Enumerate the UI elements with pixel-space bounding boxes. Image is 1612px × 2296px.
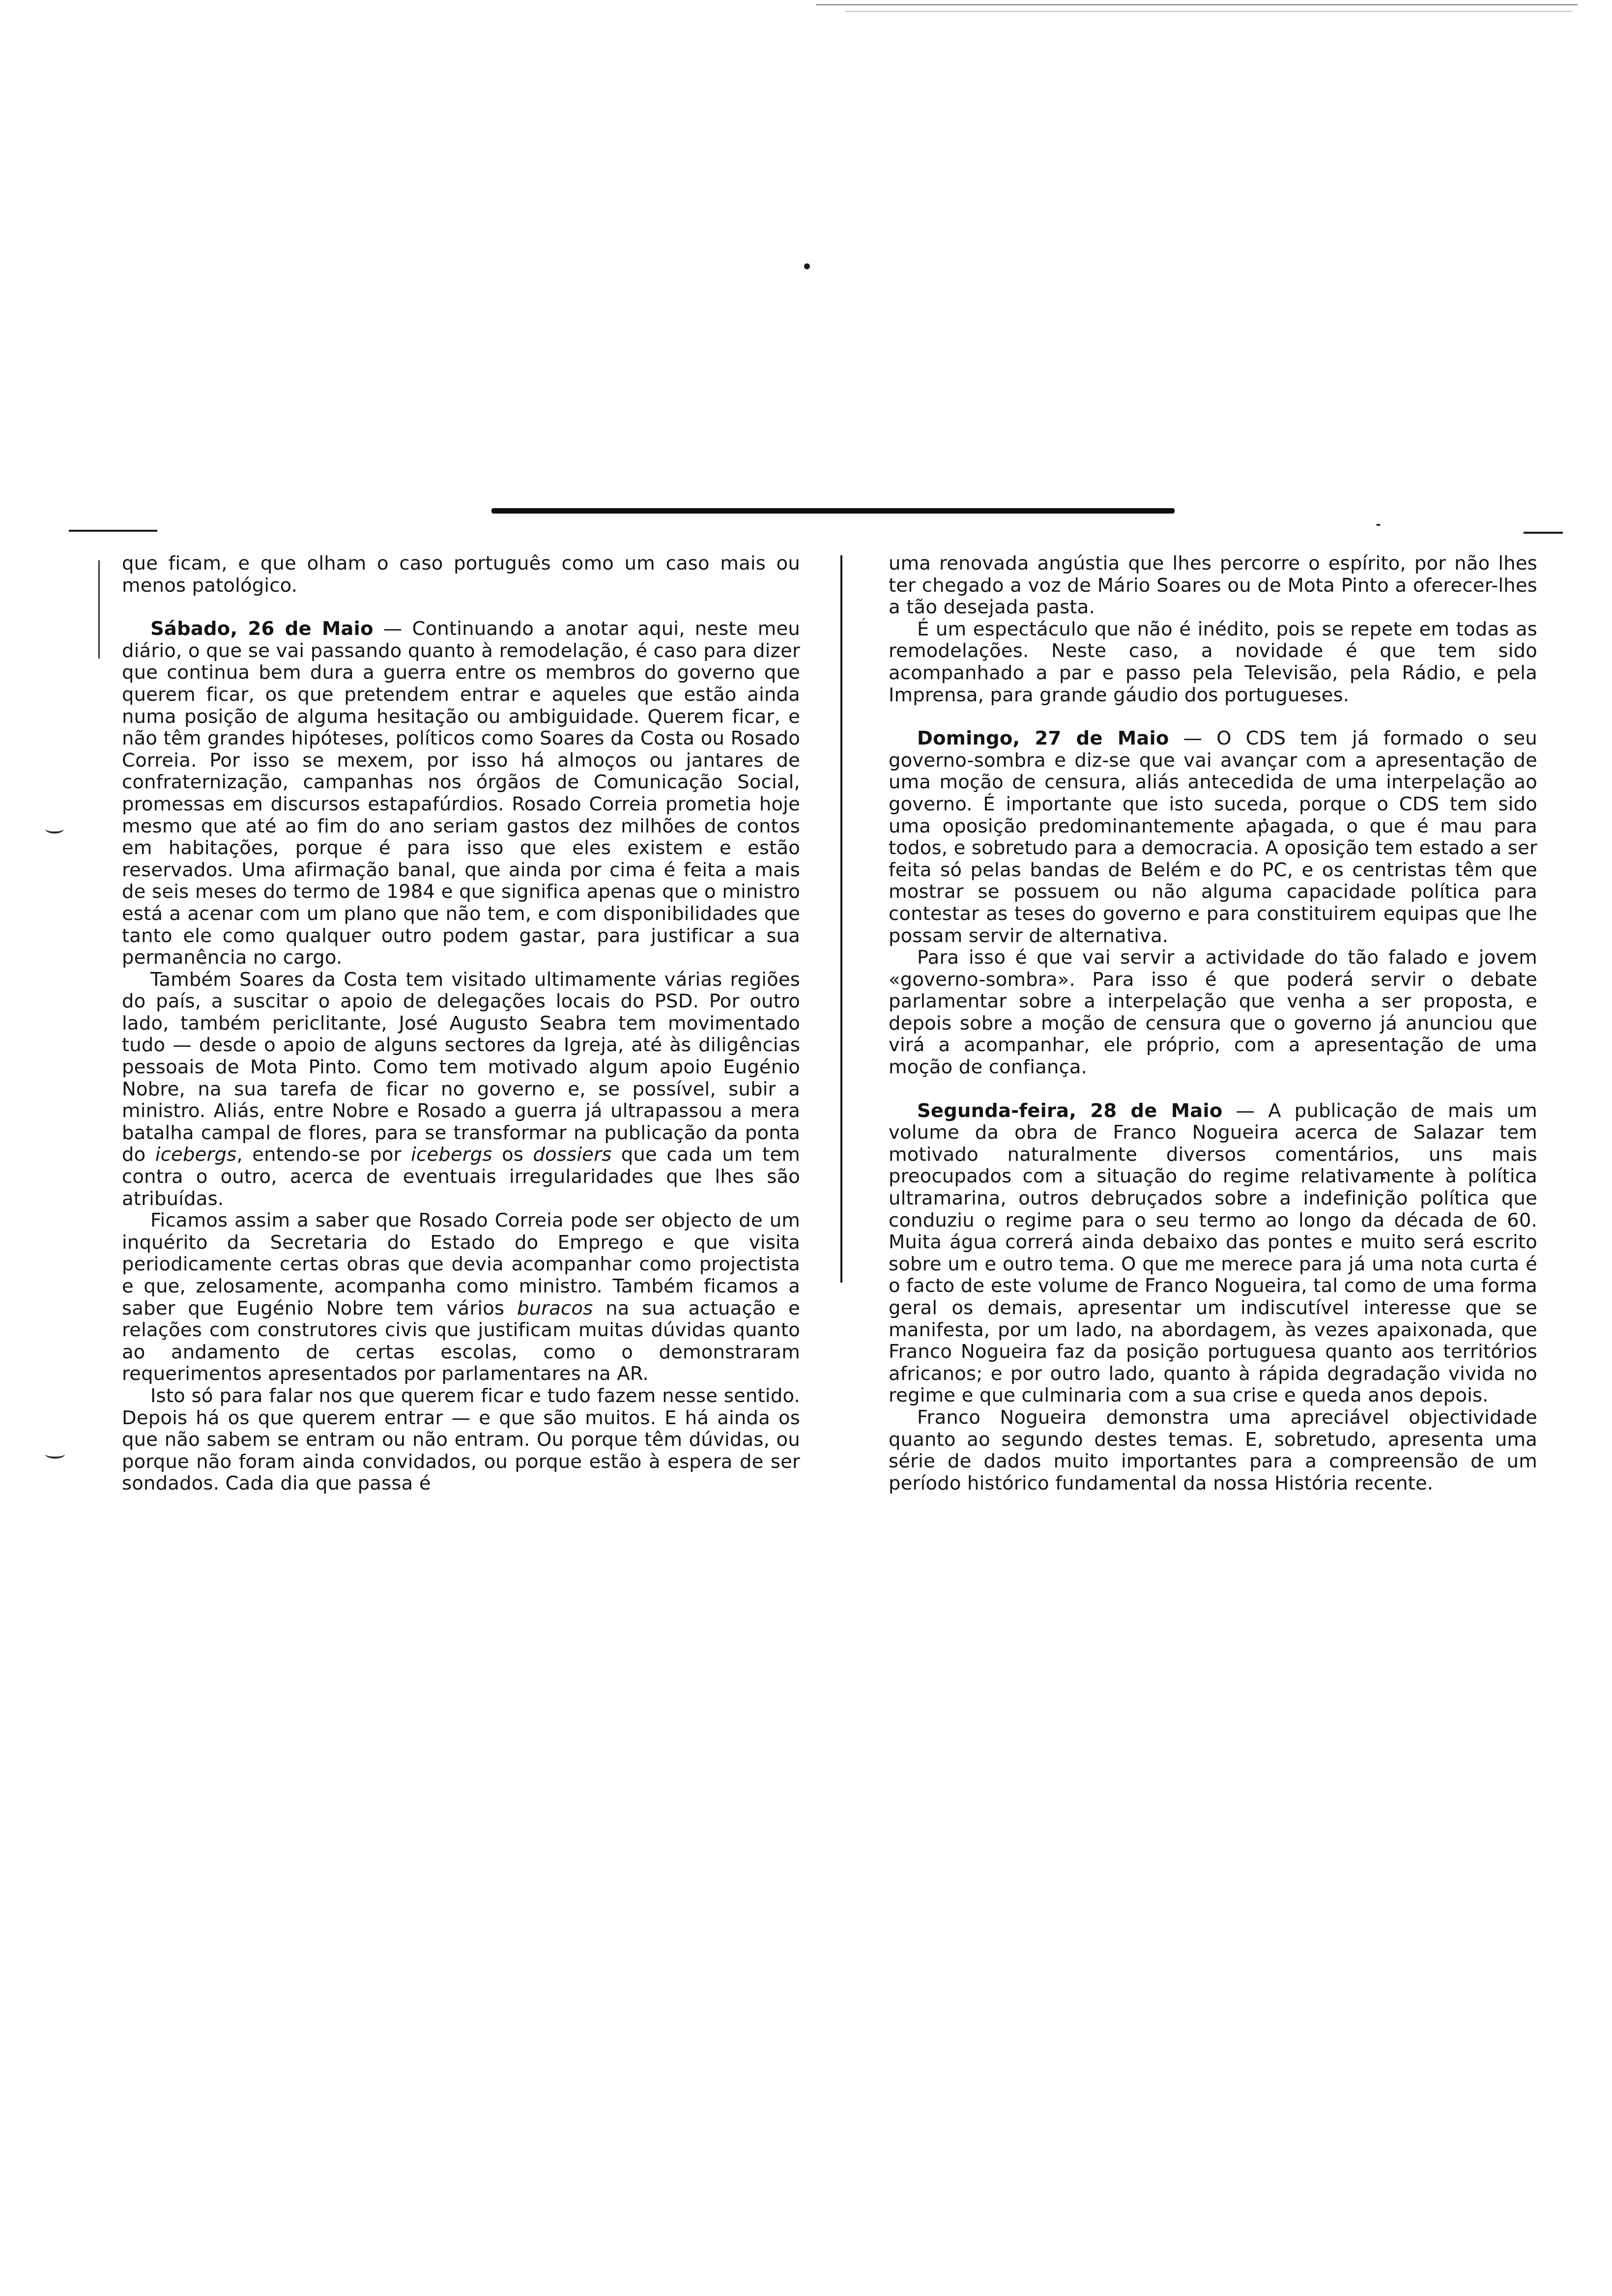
entry-sabado-26 (122, 618, 800, 969)
text-run: que cada um tem contra o outro, acerca de eventuais irregularidades que lhes são atribuídas. (122, 1144, 800, 1210)
entry-text: — O CDS tem já formado o seu governo-sombra e diz-se que vai avançar com a apresentação de uma moção de censura, aliás antecedida de uma interpelação ao governo. É importante que isto suceda, porque o CDS tem sido uma oposição predominantemente apagada, o que é mau para todos, e sobretudo para a democracia. A oposição tem estado a ser feita só pelas bandas de Belém e do PC, e os centristas têm que mostrar se possuem ou não alguma capacidade política para contestar as teses do governo e para constituirem equipas que lhe possam servir de alternativa. (889, 727, 1537, 947)
italic-term: icebergs (155, 1144, 237, 1166)
entry-text: — A publicação de mais um volume da obra de Franco Nogueira acerca de Salazar tem motivado naturalmente diversos comentários, uns mais preocupados com a situação do regime relativamente à política ultramarina, outros debruçados sobre a indefinição política que conduziu o regime para o seu termo ao longo da década de 60. Muita água correrá ainda debaixo das pontes e muito será escrito sobre um e outro tema. O que me merece para já uma nota curta é o facto de este volume de Franco Nogueira, tal como de uma forma geral os demais, apresentar um indiscutível interesse que se manifesta, por um lado, na abordagem, às vezes apaixonada, que Franco Nogueira faz da posição portuguesa quanto aos territórios africanos; e por outro lado, quanto à rápida degradação vivida no regime e que culminaria com a sua crise e queda anos depois. (889, 1099, 1537, 1407)
entry-date: Sábado, 26 de Maio (150, 618, 374, 640)
ink-speck (804, 263, 810, 269)
italic-term: icebergs (411, 1144, 492, 1166)
text-run: os (492, 1144, 533, 1166)
text-run: , entendo-se por (236, 1144, 411, 1166)
header-rule-right (1524, 532, 1563, 534)
paragraph: Isto só para falar nos que querem ficar e tudo fazem nesse sentido. Depois há os que querem entrar — e que são muitos. E há ainda os que não sabem se entram ou não entram. Ou porque têm dúvidas, ou porque não foram ainda convidados, ou porque estão à espera de ser sondados. Cada dia que passa é (122, 1384, 800, 1495)
paragraph: É um espectáculo que não é inédito, pois se repete em todas as remodelações. Neste caso, a novidade é que tem sido acompanhado a par e passo pela Televisão, pela Rádio, e pela Imprensa, para grande gáudio dos portugueses. (889, 618, 1537, 706)
paragraph: Para isso é que vai servir a actividade do tão falado e jovem «governo-sombra». Para isso é que poderá servir o debate parlamentar sobre a interpelação que venha a ser proposta, e depois sobre a moção de censura que o governo já anunciou que virá a acompanhar, ele próprio, com a apresentação de uma moção de confiança. (889, 947, 1537, 1079)
scan-edge-line (816, 4, 1578, 5)
margin-mark (45, 1450, 65, 1459)
text-run: na sua actuação e relações com construtores civis que justificam muitas dúvidas quanto ao andamento de certas escolas, como o demonstraram requerimentos apresentados por parlamentares na AR. (122, 1297, 801, 1385)
left-column (122, 553, 800, 1495)
entry-text: — Continuando a anotar aqui, neste meu diário, o que se vai passando quanto à remodelação, é caso para dizer que continua bem dura a guerra entre os membros do governo que querem ficar, os que pretendem entrar e aqueles que estão ainda numa posição de alguma hesitação ou ambiguidade. Querem ficar, e não têm grandes hipóteses, políticos como Soares da Costa ou Rosado Correia. Por isso se mexem, por isso há almoços ou jantares de confraternização, campanhas nos órgãos de Comunicação Social, promessas em discursos estapafúrdios. Rosado Correia prometia hoje mesmo que até ao fim do ano seriam gastos dez milhões de contos em habitações, porque é para isso que eles existem e estão reservados. Uma afirmação banal, que ainda por cima é feita a mais de seis meses do termo de 1984 e que significa apenas que o ministro está a acenar com um plano que não tem, e com disponibilidades que tanto ele como qualquer outro podem gastar, para justificar a sua permanência no cargo. (122, 618, 800, 969)
continued-paragraph: que ficam, e que olham o caso português como um caso mais ou menos patológico. (122, 552, 800, 597)
italic-term: buracos (517, 1297, 593, 1320)
text-run: Também Soares da Costa tem visitado ultimamente várias regiões do país, a suscitar o apoio de delegações locais do PSD. Por outro lado, também periclitante, José Augusto Seabra tem movimentado tudo — desde o apoio de alguns sectores da Igreja, até às diligências pessoais de Mota Pinto. Como tem motivado algum apoio Eugénio Nobre, na sua tarefa de ficar no governo e, se possível, subir a ministro. Aliás, entre Nobre e Rosado a guerra já ultrapassou a mera batalha campal de flores, para se transformar na publicação da ponta do (122, 968, 800, 1166)
scan-edge-line (845, 11, 1573, 12)
continued-paragraph: uma renovada angústia que lhes percorre o espírito, por não lhes ter chegado a voz de Mário Soares ou de Mota Pinto a oferecer-lhes a tão desejada pasta. (889, 552, 1537, 619)
paragraph (122, 1210, 800, 1385)
paragraph (122, 969, 800, 1210)
margin-mark (45, 825, 64, 833)
ink-speck (1376, 524, 1381, 526)
header-rule (491, 508, 1175, 514)
italic-term: dossiers (533, 1144, 612, 1166)
column-divider (840, 555, 842, 1283)
margin-bar (98, 560, 100, 659)
text-run: Ficamos assim a saber que Rosado Correia pode ser objecto de um inquérito da Secretaria do Estado do Emprego e que visita periodicamente certas obras que devia acompanhar como projectista e que, zelosamente, acompanha como ministro. Também ficamos a saber que Eugénio Nobre tem vários (122, 1209, 800, 1320)
paragraph: Franco Nogueira demonstra uma apreciável objectividade quanto ao segundo destes temas. E, sobretudo, apresenta uma série de dados muito importantes para a compreensão de um período histórico fundamental da nossa História recente. (889, 1406, 1537, 1494)
right-column (889, 553, 1537, 1494)
entry-domingo-27 (889, 728, 1537, 947)
entry-segunda-28 (889, 1100, 1537, 1407)
entry-date: Segunda-feira, 28 de Maio (917, 1099, 1223, 1122)
header-rule-left (69, 530, 157, 532)
entry-date: Domingo, 27 de Maio (917, 727, 1169, 750)
